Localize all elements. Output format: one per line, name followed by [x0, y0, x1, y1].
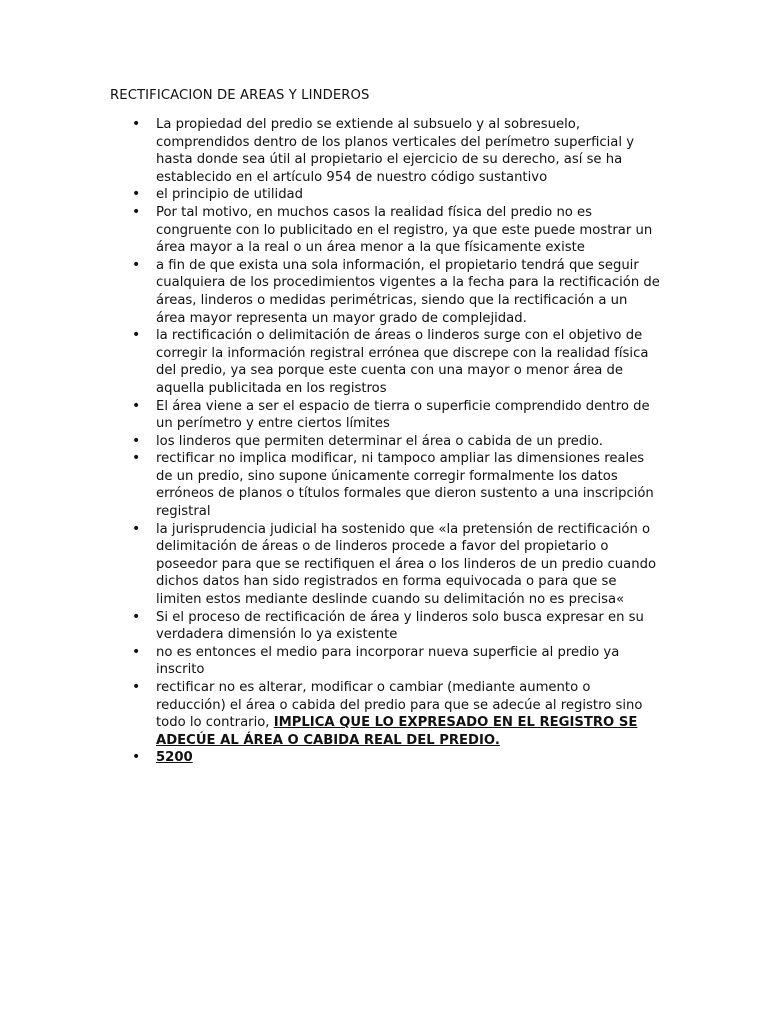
bullet-icon: •	[132, 116, 141, 132]
list-item-text: rectificar no implica modificar, ni tampoco ampliar las dimensiones reales de un predio, sino supone únicamente corregir formalmente los datos erróneos de planos o títulos formales que dieron sustento a una inscripción registral	[156, 451, 654, 520]
list-item-text: a fin de que exista una sola información, el propietario tendrá que seguir cualquiera de los procedimientos vigentes a la fecha para la rectificación de áreas, linderos o medidas perimétricas, siendo que la rectificación a un área mayor representa un mayor grado de complejidad.	[156, 257, 660, 326]
document-title: RECTIFICACION DE AREAS Y LINDEROS	[110, 88, 370, 103]
list-item	[110, 257, 660, 327]
list-item-text: rectificar no es alterar, modificar o cambiar (mediante aumento o reducción) el área o cabida del predio para que se adecúe al registro sino todo lo contrario,	[156, 680, 643, 731]
list-item-text: los linderos que permiten determinar el área o cabida de un predio.	[156, 433, 603, 449]
list-item	[110, 433, 660, 451]
bullet-icon: •	[132, 327, 141, 344]
list-item-text: el principio de utilidad	[156, 187, 304, 203]
list-item-text: no es entonces el medio para incorporar nueva superficie al predio ya inscrito	[156, 644, 620, 678]
bullet-list	[110, 116, 660, 767]
list-item	[110, 450, 660, 520]
list-item-text: La propiedad del predio se extiende al subsuelo y al sobresuelo, comprendidos dentro de los planos verticales del perímetro superficial y hasta donde sea útil al propietario el ejercicio de su derecho, así se ha establecido en el artículo 954 de nuestro código sustantivo	[156, 117, 635, 185]
list-item	[110, 398, 660, 433]
list-item	[110, 186, 660, 204]
bullet-icon: •	[132, 256, 141, 273]
list-item	[110, 749, 660, 767]
list-item-text: Por tal motivo, en muchos casos la realidad física del predio no es congruente con lo publicitado en el registro, ya que este puede mostrar un área mayor a la real o un área menor a la que físicamente existe	[156, 204, 653, 256]
list-item	[110, 644, 660, 679]
bullet-icon: •	[132, 432, 141, 449]
bullet-icon: •	[132, 749, 141, 766]
bullet-icon: •	[132, 397, 141, 414]
bullet-icon: •	[132, 203, 141, 220]
bullet-icon: •	[132, 608, 141, 625]
list-item-text: la jurisprudencia judicial ha sostenido que «la pretensión de rectificación o delimitación de áreas o de linderos procede a favor del propietario o poseedor para que se rectifiquen el área o los linderos de un predio cuando dichos datos han sido registrados en forma equivocada o para que se limiten estos mediante deslinde cuando su delimitación no es precisa«	[156, 521, 657, 608]
list-item	[110, 327, 660, 397]
list-item-text: El área viene a ser el espacio de tierra o superficie comprendido dentro de un perímetro y entre ciertos límites	[156, 398, 650, 432]
bullet-icon: •	[132, 186, 141, 203]
list-item-emphasis: 5200	[156, 750, 193, 766]
bullet-icon: •	[132, 643, 141, 660]
bullet-icon: •	[132, 679, 141, 695]
list-item	[110, 204, 660, 257]
list-item	[110, 116, 660, 186]
list-item	[110, 521, 660, 609]
list-item-text: la rectificación o delimitación de áreas o linderos surge con el objetivo de corregir la información registral errónea que discrepe con la realidad física del predio, ya sea porque este cuenta con una mayor o menor área de aquella publicitada en los registros	[156, 328, 649, 396]
list-item-emphasis: IMPLICA QUE LO EXPRESADO EN EL REGISTRO SE ADECÚE AL ÁREA O CABIDA REAL DEL PREDIO.	[156, 715, 638, 748]
list-item-text: Si el proceso de rectificación de área y linderos solo busca expresar en su verdadera dimensión lo ya existente	[156, 609, 644, 643]
list-item	[110, 679, 660, 749]
bullet-icon: •	[132, 520, 141, 537]
list-item	[110, 609, 660, 644]
bullet-icon: •	[132, 450, 141, 467]
